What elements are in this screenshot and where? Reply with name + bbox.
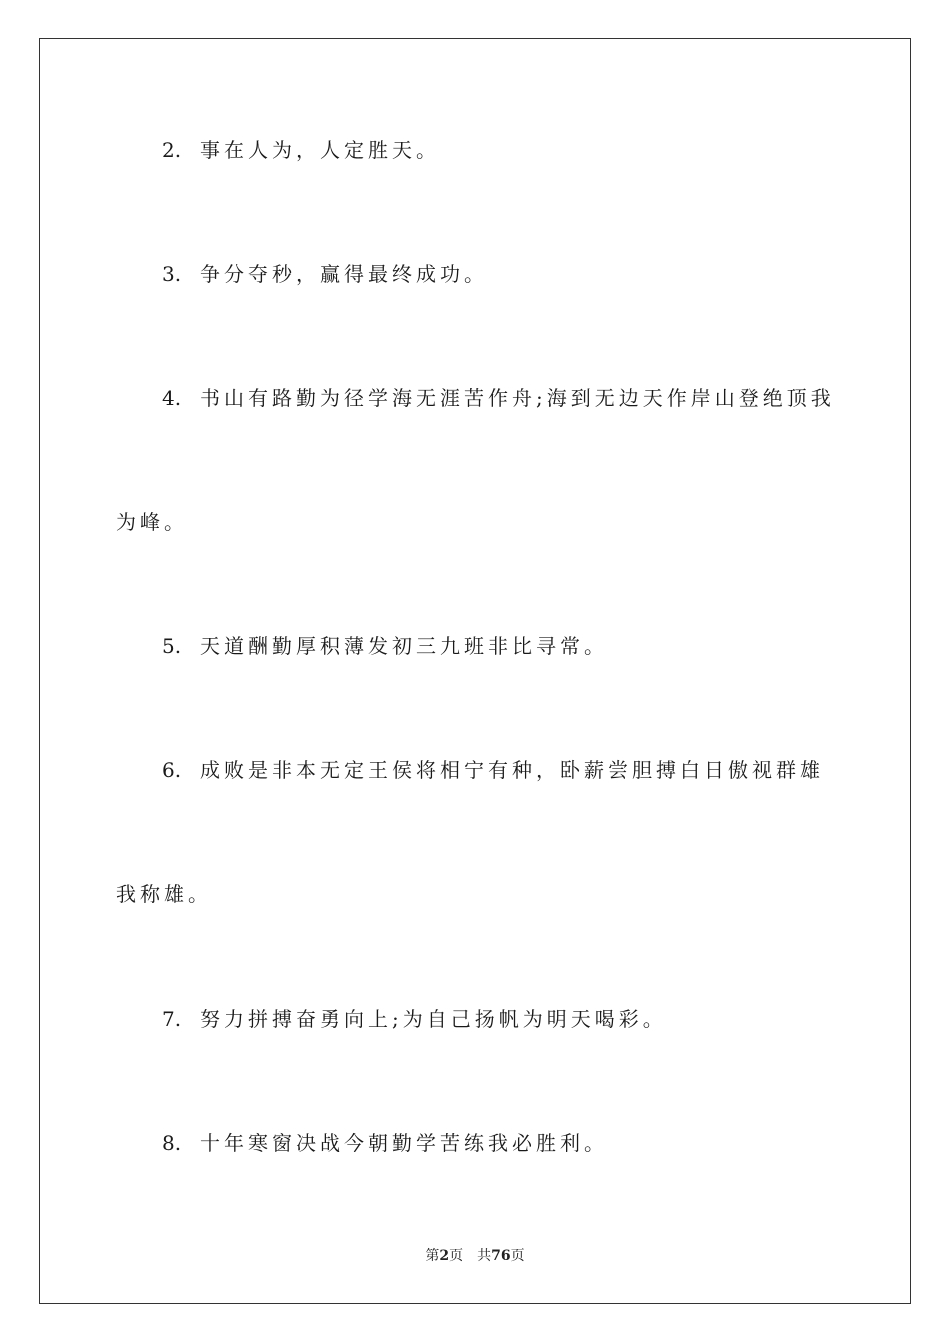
list-item-7	[162, 1005, 667, 1033]
page-suffix: 页	[449, 1248, 464, 1264]
item-text: 天道酬勤厚积薄发初三九班非比寻常。	[200, 634, 608, 658]
item-number: 2.	[162, 138, 182, 162]
item-text: 努力拼搏奋勇向上;为自己扬帆为明天喝彩。	[200, 1007, 667, 1031]
list-item-6-continuation	[116, 880, 212, 908]
list-item-6	[162, 756, 824, 784]
page-border	[39, 38, 911, 1304]
item-number: 7.	[162, 1007, 182, 1031]
item-text: 书山有路勤为径学海无涯苦作舟;海到无边天作岸山登绝顶我	[200, 386, 835, 410]
item-text: 成败是非本无定王侯将相宁有种，卧薪尝胆搏白日傲视群雄	[200, 758, 824, 782]
item-number: 6.	[162, 758, 182, 782]
list-item-4	[162, 384, 835, 412]
list-item-3	[162, 260, 488, 288]
total-pages: 76	[491, 1248, 511, 1264]
list-item-8	[162, 1129, 608, 1157]
list-item-2	[162, 136, 440, 164]
total-suffix: 页	[510, 1248, 525, 1264]
item-number: 5.	[162, 634, 182, 658]
item-continuation-text: 为峰。	[116, 510, 188, 534]
page-footer	[0, 1246, 950, 1266]
page-number: 2	[439, 1248, 450, 1264]
page-prefix: 第	[425, 1248, 440, 1264]
item-text: 十年寒窗决战今朝勤学苦练我必胜利。	[200, 1131, 608, 1155]
item-text: 争分夺秒，赢得最终成功。	[200, 262, 488, 286]
item-number: 4.	[162, 386, 182, 410]
item-text: 事在人为，人定胜天。	[200, 138, 440, 162]
list-item-4-continuation	[116, 508, 188, 536]
total-prefix: 共	[477, 1248, 492, 1264]
item-number: 3.	[162, 262, 182, 286]
item-continuation-text: 我称雄。	[116, 882, 212, 906]
list-item-5	[162, 632, 608, 660]
item-number: 8.	[162, 1131, 182, 1155]
